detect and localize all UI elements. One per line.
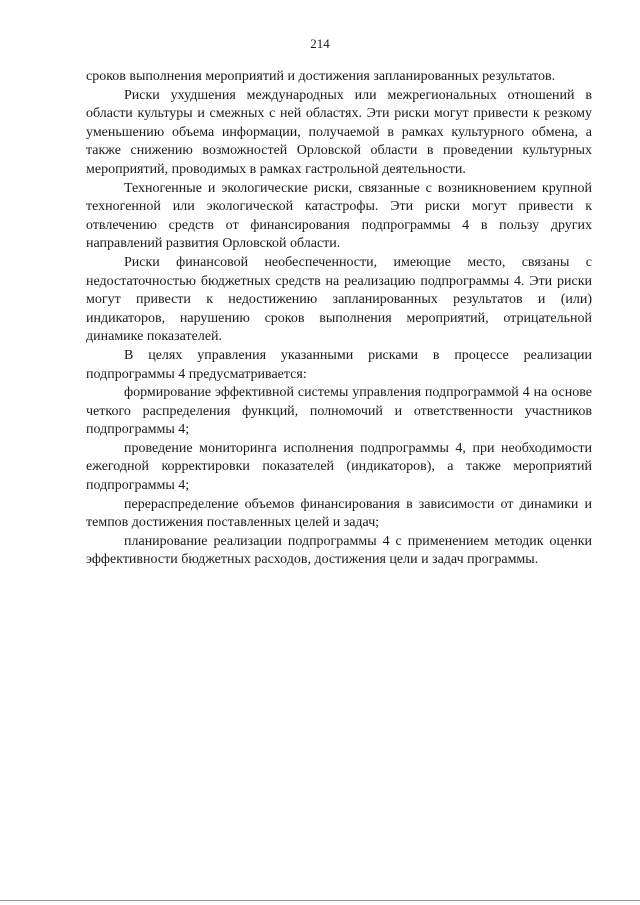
paragraph-international-risks: Риски ухудшения международных или межрегиональных отношений в области культуры и смежных с ней областях. Эти риски могут привести к резкому уменьшению объема информации, получаемой в рамках культурного обмена, а также снижению возможностей Орловской области в проведении культурных мероприятий, проводимых в рамках гастрольной деятельности. <box>86 87 592 177</box>
page-bottom-edge <box>0 900 640 901</box>
paragraph-measure-planning: планирование реализации подпрограммы 4 с применением методик оценки эффективности бюджетных расходов, достижения цели и задач программы. <box>86 533 592 568</box>
paragraph-financial-risks: Риски финансовой необеспеченности, имеющие место, связаны с недостаточностью бюджетных средств на реализацию подпрограммы 4. Эти риски могут привести к недостижению запланированных результатов и (или) индикаторов, нарушению сроков выполнения мероприятий, отрицательной динамике показателей. <box>86 254 592 345</box>
paragraph-continuation: сроков выполнения мероприятий и достижения запланированных результатов. <box>86 69 556 84</box>
page-number: 214 <box>310 36 330 51</box>
document-body <box>86 68 592 570</box>
paragraph-technogenic-risks: Техногенные и экологические риски, связанные с возникновением крупной техногенной или экологической катастрофы. Эти риски могут привести к отвлечению средств от финансирования подпрограммы 4 в пользу других направлений развития Орловской области. <box>86 180 592 252</box>
paragraph-risk-management-intro: В целях управления указанными рисками в процессе реализации подпрограммы 4 предусматривается: <box>86 347 592 382</box>
paragraph-measure-management-system: формирование эффективной системы управления подпрограммой 4 на основе четкого распределения функций, полномочий и ответственности участников подпрограммы 4; <box>86 385 592 438</box>
paragraph-measure-monitoring: проведение мониторинга исполнения подпрограммы 4, при необходимости ежегодной корректировки показателей (индикаторов), а также мероприятий подпрограммы 4; <box>86 440 592 494</box>
paragraph-measure-redistribution: перераспределение объемов финансирования в зависимости от динамики и темпов достижения поставленных целей и задач; <box>86 496 592 531</box>
